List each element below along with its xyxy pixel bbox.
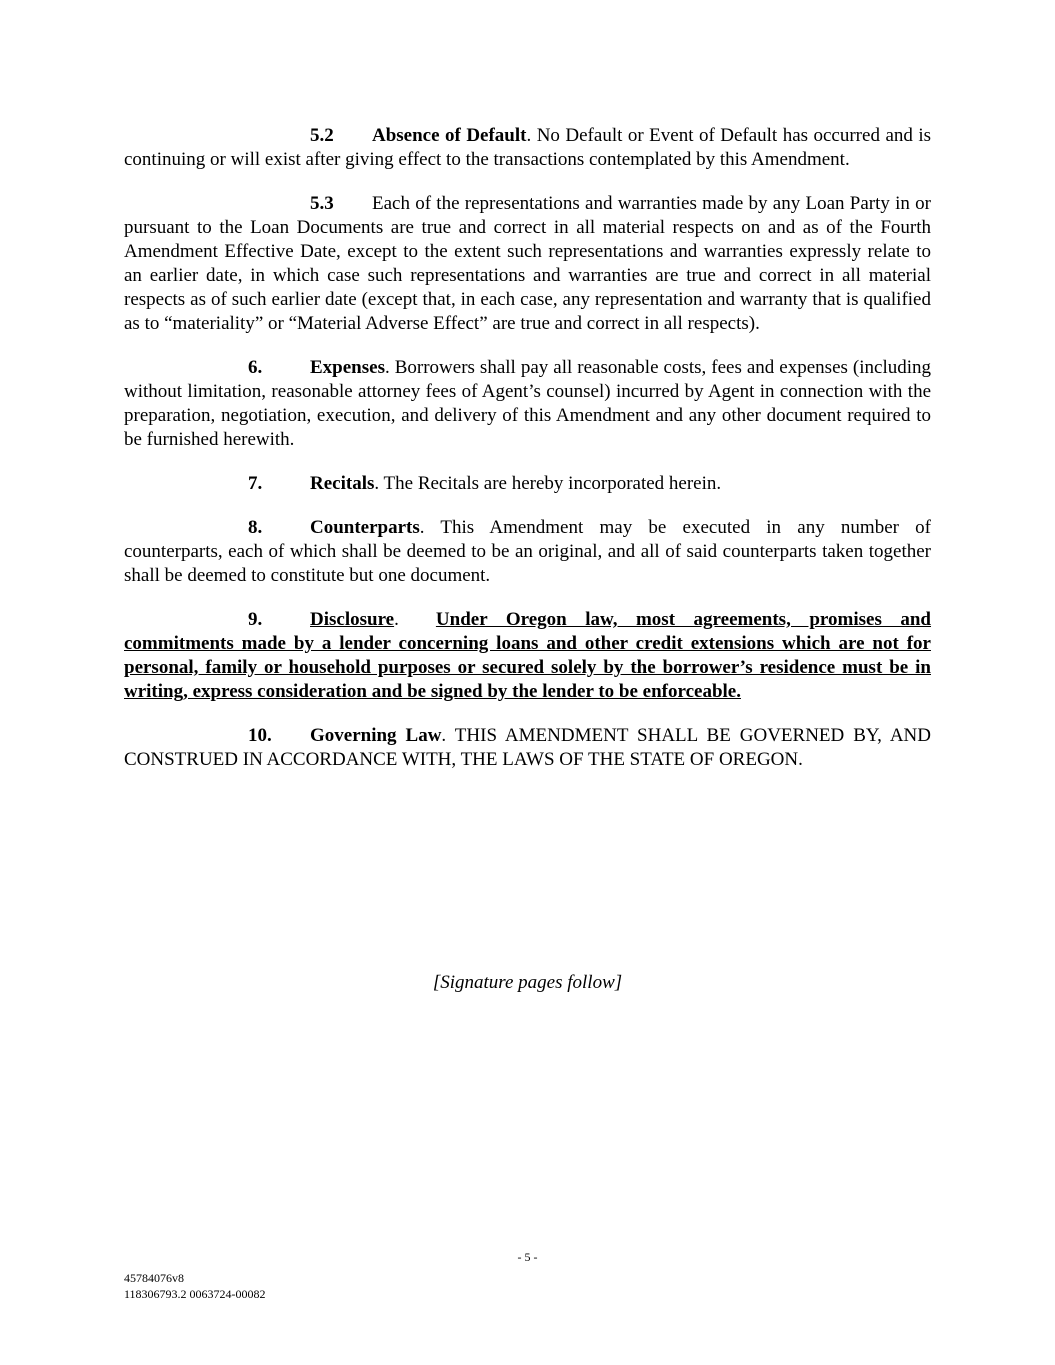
page-number: - 5 -	[517, 1250, 538, 1264]
section-5-2	[124, 124, 931, 172]
section-heading: Disclosure	[310, 609, 395, 630]
footer-doc-id: 45784076v8	[124, 1271, 184, 1285]
section-9	[124, 608, 931, 704]
section-text: . The Recitals are hereby incorporated herein.	[374, 473, 722, 494]
section-number: 9.	[248, 609, 263, 630]
section-heading: Counterparts	[310, 517, 420, 538]
section-heading: Expenses	[310, 357, 385, 378]
section-number: 5.2	[310, 125, 334, 146]
section-5-3	[124, 192, 931, 336]
section-7	[124, 472, 931, 496]
section-heading: Recitals	[310, 473, 375, 494]
disclosure-text: Under Oregon law, most agreements, promises and commitments made by a lender concerning loans and other credit extensions which are not for personal, family or household purposes or secured solely by the borrower’s residence must be in writing, express consideration and be signed by the lender to be enforceable.	[124, 609, 932, 702]
section-text: . THIS AMENDMENT SHALL BE GOVERNED BY, AND CONSTRUED IN ACCORDANCE WITH, THE LAWS OF THE STATE OF OREGON.	[124, 725, 931, 770]
section-number: 7.	[248, 473, 263, 494]
section-text: . This Amendment may be executed in any number of counterparts, each of which shall be deemed to be an original, and all of said counterparts taken together shall be deemed to constitute but one document.	[124, 517, 931, 586]
section-text-continued: and is continuing or will exist after giving effect to the transactions contemplated by this Amendment.	[124, 125, 932, 170]
section-text: Each of the representations and warranties made by any Loan Party in or pursuant to the Loan Documents are true and correct in all material respects on and as of the Fourth Amendment Effective Date, except to the extent such representations and warranties expressly relate to an earlier date, in which case such representations and warranties are true and correct in all material respects as of such earlier date (except that, in each case, any representation and warranty that is qualified as to “materiality” or “Material Adverse Effect” are true and correct in all respects).	[124, 193, 931, 334]
section-number: 10.	[248, 725, 272, 746]
section-separator: .	[394, 609, 436, 630]
section-text: . Borrowers shall pay all reasonable costs, fees and expenses (including without limitation, reasonable attorney fees of Agent’s counsel) incurred by Agent in connection with the preparation, negotiation, execution, and delivery of this Amendment and any other document required to be furnished herewith.	[124, 357, 931, 450]
section-number: 5.3	[310, 193, 334, 214]
section-number: 8.	[248, 517, 263, 538]
section-6	[124, 356, 931, 452]
signature-note: [Signature pages follow]	[432, 972, 623, 993]
section-8	[124, 516, 931, 588]
section-number: 6.	[248, 357, 263, 378]
section-text: . No Default or Event of Default has occurred	[526, 125, 880, 146]
footer-matter-id: 118306793.2 0063724-00082	[124, 1287, 266, 1301]
document-body	[124, 124, 931, 792]
section-10	[124, 724, 931, 772]
section-heading: Absence of Default	[372, 125, 527, 146]
section-heading: Governing Law	[310, 725, 442, 746]
document-footer	[124, 1270, 266, 1302]
